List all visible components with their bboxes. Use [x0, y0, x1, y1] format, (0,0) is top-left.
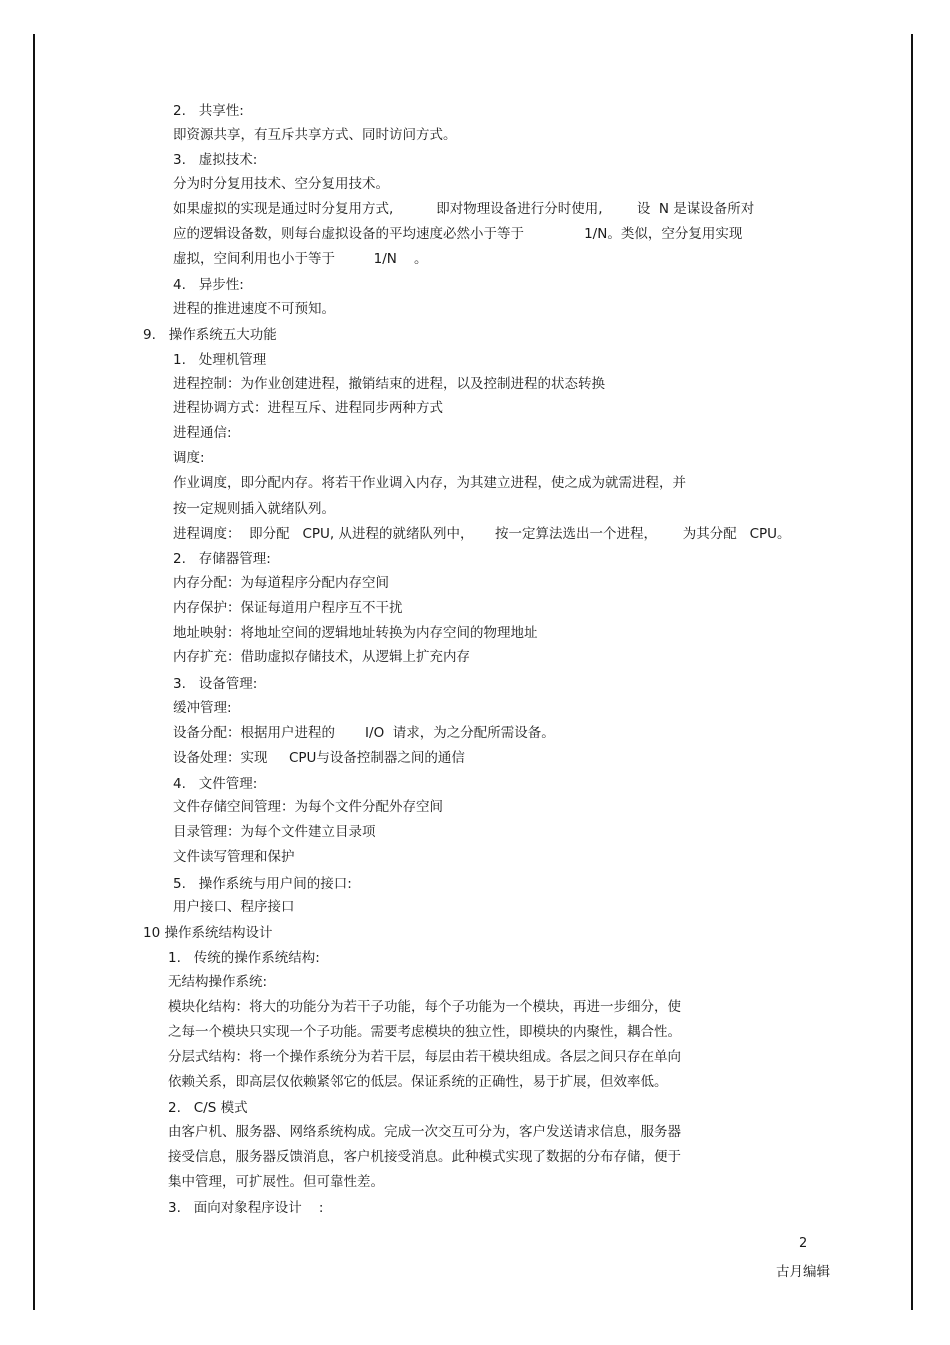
text-line: 2. C/S 模式: [168, 1100, 248, 1116]
text-line: 设备处理：实现 CPU与设备控制器之间的通信: [173, 750, 465, 766]
text-line: 内存扩充：借助虚拟存储技术，从逻辑上扩充内存: [173, 649, 470, 665]
text-line: 设备分配：根据用户进程的 I/O 请求，为之分配所需设备。: [173, 725, 555, 741]
text-line: 分层式结构：将一个操作系统分为若干层，每层由若干模块组成。各层之间只存在单向: [168, 1049, 681, 1065]
text-line: 内存保护：保证每道用户程序互不干扰: [173, 600, 403, 616]
page-border-right: [911, 34, 913, 1310]
text-line: 调度:: [173, 450, 205, 466]
text-line: 2. 存储器管理:: [173, 551, 271, 567]
text-line: 内存分配：为每道程序分配内存空间: [173, 575, 389, 591]
text-line: 缓冲管理:: [173, 700, 232, 716]
text-line: 文件读写管理和保护: [173, 849, 295, 865]
text-line: 进程调度： 即分配 CPU, 从进程的就绪队列中， 按一定算法选出一个进程， 为其分配 CPU。: [173, 526, 791, 542]
text-line: 进程控制：为作业创建进程，撤销结束的进程，以及控制进程的状态转换: [173, 376, 605, 392]
text-line: 之每一个模块只实现一个子功能。需要考虑模块的独立性，即模块的内聚性，耦合性。: [168, 1024, 681, 1040]
text-line: 由客户机、服务器、网络系统构成。完成一次交互可分为，客户发送请求信息，服务器: [168, 1124, 681, 1140]
text-line: 3. 虚拟技术:: [173, 152, 258, 168]
text-line: 3. 面向对象程序设计 :: [168, 1200, 324, 1216]
text-line: 模块化结构：将大的功能分为若干子功能，每个子功能为一个模块，再进一步细分，使: [168, 999, 681, 1015]
text-line: 接受信息，服务器反馈消息，客户机接受消息。此种模式实现了数据的分布存储，便于: [168, 1149, 681, 1165]
text-line: 进程协调方式：进程互斥、进程同步两种方式: [173, 400, 443, 416]
text-line: 分为时分复用技术、空分复用技术。: [173, 176, 389, 192]
text-line: 2. 共享性:: [173, 103, 244, 119]
text-line: 即资源共享，有互斥共享方式、同时访问方式。: [173, 127, 457, 143]
text-line: 目录管理：为每个文件建立目录项: [173, 824, 376, 840]
text-line: 用户接口、程序接口: [173, 899, 295, 915]
text-line: 10 操作系统结构设计: [143, 925, 273, 941]
text-line: 进程通信:: [173, 425, 232, 441]
footer-text: 古月编辑: [776, 1264, 830, 1280]
page-border-left: [33, 34, 35, 1310]
text-line: 1. 传统的操作系统结构:: [168, 950, 320, 966]
text-line: 4. 异步性:: [173, 277, 244, 293]
text-line: 无结构操作系统:: [168, 974, 268, 990]
text-line: 3. 设备管理:: [173, 676, 258, 692]
page-number: 2: [799, 1236, 808, 1251]
text-line: 4. 文件管理:: [173, 776, 258, 792]
text-line: 地址映射：将地址空间的逻辑地址转换为内存空间的物理地址: [173, 625, 538, 641]
text-line: 9. 操作系统五大功能: [143, 327, 277, 343]
text-line: 进程的推进速度不可预知。: [173, 301, 335, 317]
text-line: 按一定规则插入就绪队列。: [173, 501, 335, 517]
text-line: 1. 处理机管理: [173, 352, 267, 368]
text-line: 集中管理，可扩展性。但可靠性差。: [168, 1174, 384, 1190]
text-line: 虚拟，空间利用也小于等于 1/N 。: [173, 251, 428, 267]
text-line: 如果虚拟的实现是通过时分复用方式, 即对物理设备进行分时使用, 设 N 是谋设备所对: [173, 201, 755, 217]
text-line: 作业调度，即分配内存。将若干作业调入内存，为其建立进程，使之成为就需进程，并: [173, 475, 686, 491]
text-line: 5. 操作系统与用户间的接口:: [173, 876, 352, 892]
text-line: 文件存储空间管理：为每个文件分配外存空间: [173, 799, 443, 815]
text-line: 应的逻辑设备数，则每台虚拟设备的平均速度必然小于等于 1/N。类似，空分复用实现: [173, 226, 743, 242]
text-line: 依赖关系，即高层仅依赖紧邻它的低层。保证系统的正确性，易于扩展，但效率低。: [168, 1074, 668, 1090]
